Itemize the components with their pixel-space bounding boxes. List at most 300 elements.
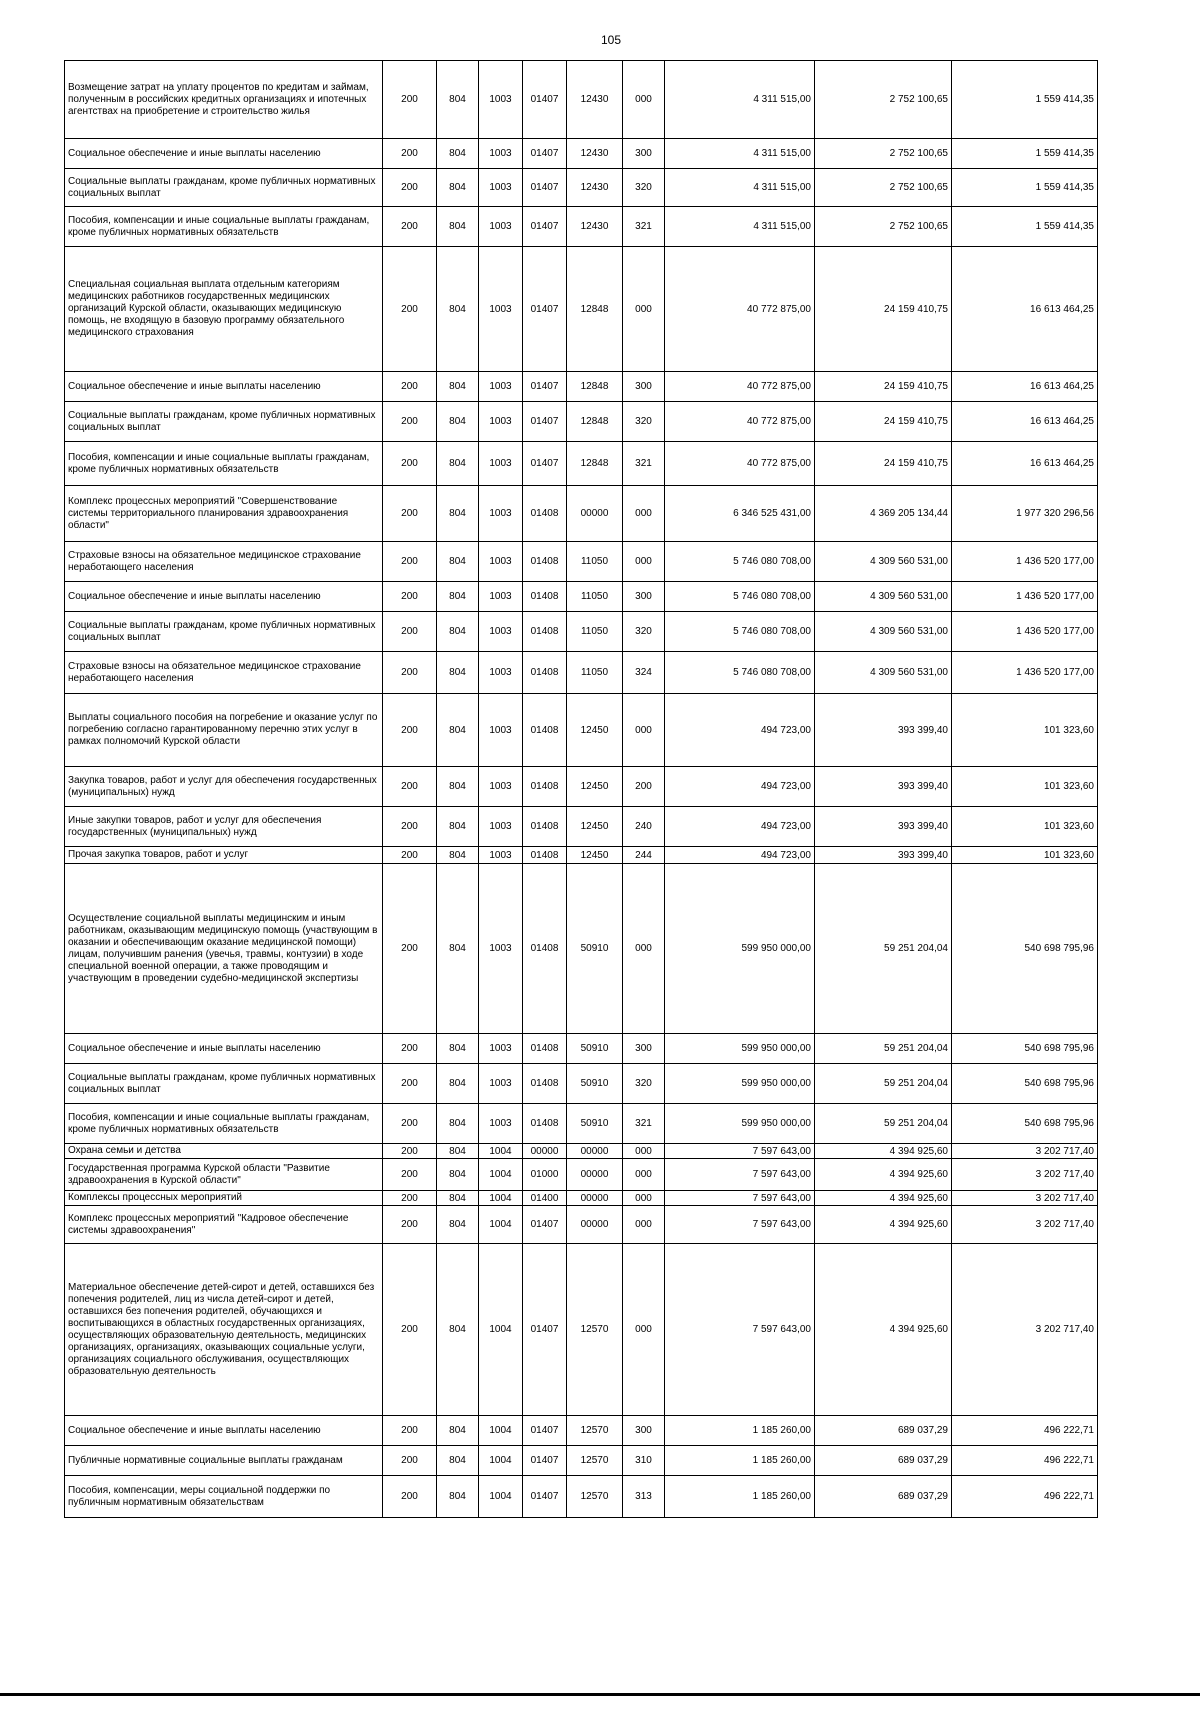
code-section: 1004: [479, 1144, 523, 1159]
code-section: 1003: [479, 1064, 523, 1104]
code-ministry: 804: [437, 1446, 479, 1476]
row-name: Пособия, компенсации и иные социальные выплаты гражданам, кроме публичных нормативных обязательств: [65, 1104, 383, 1144]
code-ministry: 804: [437, 847, 479, 864]
row-name: Социальные выплаты гражданам, кроме публичных нормативных социальных выплат: [65, 402, 383, 442]
row-name: Социальные выплаты гражданам, кроме публичных нормативных социальных выплат: [65, 169, 383, 207]
amount-executed: 4 394 925,60: [815, 1144, 952, 1159]
code-ministry: 804: [437, 207, 479, 247]
code-direction: 50910: [567, 864, 623, 1034]
amount-remaining: 16 613 464,25: [952, 442, 1098, 486]
amount-planned: 40 772 875,00: [665, 247, 815, 372]
code-section: 1003: [479, 767, 523, 807]
code-program: 01408: [523, 694, 567, 767]
code-section: 1004: [479, 1244, 523, 1416]
table-row: [65, 402, 1098, 442]
code-column: 200: [383, 652, 437, 694]
amount-remaining: 101 323,60: [952, 694, 1098, 767]
code-program: 01408: [523, 864, 567, 1034]
amount-remaining: 16 613 464,25: [952, 372, 1098, 402]
code-expense-type: 321: [623, 1104, 665, 1144]
table-row: [65, 807, 1098, 847]
row-name: Социальное обеспечение и иные выплаты населению: [65, 139, 383, 169]
code-program: 01407: [523, 1416, 567, 1446]
code-expense-type: 000: [623, 61, 665, 139]
amount-executed: 4 309 560 531,00: [815, 612, 952, 652]
code-direction: 00000: [567, 486, 623, 542]
amount-executed: 4 309 560 531,00: [815, 582, 952, 612]
code-expense-type: 300: [623, 372, 665, 402]
code-column: 200: [383, 486, 437, 542]
row-name: Комплексы процессных мероприятий: [65, 1191, 383, 1206]
amount-executed: 393 399,40: [815, 847, 952, 864]
amount-executed: 4 394 925,60: [815, 1191, 952, 1206]
code-ministry: 804: [437, 1064, 479, 1104]
amount-executed: 59 251 204,04: [815, 1104, 952, 1144]
code-expense-type: 000: [623, 1191, 665, 1206]
code-program: 01408: [523, 652, 567, 694]
amount-executed: 59 251 204,04: [815, 1064, 952, 1104]
code-column: 200: [383, 1244, 437, 1416]
code-section: 1003: [479, 486, 523, 542]
code-column: 200: [383, 767, 437, 807]
table-row: [65, 247, 1098, 372]
amount-executed: 4 369 205 134,44: [815, 486, 952, 542]
budget-table: [64, 60, 1098, 1518]
table-row: [65, 1416, 1098, 1446]
amount-remaining: 3 202 717,40: [952, 1206, 1098, 1244]
row-name: Социальное обеспечение и иные выплаты населению: [65, 582, 383, 612]
code-column: 200: [383, 1034, 437, 1064]
code-column: 200: [383, 1159, 437, 1191]
amount-planned: 494 723,00: [665, 694, 815, 767]
amount-remaining: 16 613 464,25: [952, 247, 1098, 372]
amount-remaining: 3 202 717,40: [952, 1244, 1098, 1416]
code-section: 1003: [479, 247, 523, 372]
table-row: [65, 1159, 1098, 1191]
amount-planned: 5 746 080 708,00: [665, 652, 815, 694]
amount-executed: 689 037,29: [815, 1476, 952, 1518]
code-program: 01407: [523, 1244, 567, 1416]
code-column: 200: [383, 1206, 437, 1244]
code-direction: 12450: [567, 807, 623, 847]
code-direction: 50910: [567, 1034, 623, 1064]
amount-planned: 4 311 515,00: [665, 61, 815, 139]
amount-planned: 4 311 515,00: [665, 139, 815, 169]
amount-remaining: 1 559 414,35: [952, 139, 1098, 169]
code-expense-type: 244: [623, 847, 665, 864]
amount-planned: 40 772 875,00: [665, 372, 815, 402]
code-expense-type: 000: [623, 1144, 665, 1159]
amount-executed: 4 394 925,60: [815, 1206, 952, 1244]
amount-planned: 7 597 643,00: [665, 1144, 815, 1159]
code-section: 1003: [479, 61, 523, 139]
code-program: 01407: [523, 139, 567, 169]
code-expense-type: 320: [623, 402, 665, 442]
bottom-rule: [0, 1693, 1200, 1696]
table-row: [65, 486, 1098, 542]
table-row: [65, 767, 1098, 807]
row-name: Иные закупки товаров, работ и услуг для обеспечения государственных (муниципальных) нужд: [65, 807, 383, 847]
code-direction: 12450: [567, 847, 623, 864]
code-expense-type: 200: [623, 767, 665, 807]
code-direction: 11050: [567, 652, 623, 694]
code-column: 200: [383, 1191, 437, 1206]
amount-remaining: 3 202 717,40: [952, 1191, 1098, 1206]
amount-remaining: 540 698 795,96: [952, 1064, 1098, 1104]
code-ministry: 804: [437, 1206, 479, 1244]
code-direction: 12430: [567, 139, 623, 169]
code-column: 200: [383, 139, 437, 169]
code-expense-type: 310: [623, 1446, 665, 1476]
code-ministry: 804: [437, 1476, 479, 1518]
amount-remaining: 1 436 520 177,00: [952, 582, 1098, 612]
amount-planned: 7 597 643,00: [665, 1191, 815, 1206]
code-ministry: 804: [437, 694, 479, 767]
code-direction: 00000: [567, 1159, 623, 1191]
table-row: [65, 207, 1098, 247]
code-direction: 00000: [567, 1206, 623, 1244]
code-ministry: 804: [437, 807, 479, 847]
code-section: 1003: [479, 807, 523, 847]
code-ministry: 804: [437, 372, 479, 402]
code-program: 01408: [523, 1064, 567, 1104]
amount-remaining: 1 436 520 177,00: [952, 542, 1098, 582]
row-name: Комплекс процессных мероприятий "Кадровое обеспечение системы здравоохранения": [65, 1206, 383, 1244]
code-program: 01408: [523, 807, 567, 847]
code-ministry: 804: [437, 1159, 479, 1191]
amount-executed: 2 752 100,65: [815, 61, 952, 139]
amount-remaining: 1 559 414,35: [952, 207, 1098, 247]
code-section: 1004: [479, 1206, 523, 1244]
row-name: Страховые взносы на обязательное медицинское страхование неработающего населения: [65, 542, 383, 582]
code-column: 200: [383, 847, 437, 864]
table-row: [65, 864, 1098, 1034]
table-row: [65, 542, 1098, 582]
code-ministry: 804: [437, 1034, 479, 1064]
code-direction: 11050: [567, 582, 623, 612]
code-program: 01408: [523, 542, 567, 582]
row-name: Прочая закупка товаров, работ и услуг: [65, 847, 383, 864]
code-section: 1003: [479, 582, 523, 612]
row-name: Специальная социальная выплата отдельным категориям медицинских работников государственных медицинских организаций Курской области, оказывающих медицинскую помощь, не входящую в базовую программу обязательного медицинского страхования: [65, 247, 383, 372]
code-ministry: 804: [437, 169, 479, 207]
amount-remaining: 1 559 414,35: [952, 61, 1098, 139]
amount-executed: 4 309 560 531,00: [815, 542, 952, 582]
code-ministry: 804: [437, 652, 479, 694]
code-column: 200: [383, 1476, 437, 1518]
amount-planned: 494 723,00: [665, 807, 815, 847]
code-column: 200: [383, 1416, 437, 1446]
table-row: [65, 694, 1098, 767]
row-name: Выплаты социального пособия на погребение и оказание услуг по погребению согласно гарантированному перечню этих услуг в рамках полномочий Курской области: [65, 694, 383, 767]
table-row: [65, 1034, 1098, 1064]
code-column: 200: [383, 694, 437, 767]
code-ministry: 804: [437, 1244, 479, 1416]
code-expense-type: 000: [623, 864, 665, 1034]
table-row: [65, 61, 1098, 139]
row-name: Социальное обеспечение и иные выплаты населению: [65, 372, 383, 402]
amount-executed: 2 752 100,65: [815, 139, 952, 169]
code-column: 200: [383, 1144, 437, 1159]
code-section: 1003: [479, 612, 523, 652]
code-section: 1003: [479, 542, 523, 582]
code-program: 01407: [523, 1206, 567, 1244]
code-direction: 12430: [567, 61, 623, 139]
code-ministry: 804: [437, 402, 479, 442]
amount-executed: 393 399,40: [815, 807, 952, 847]
code-section: 1003: [479, 402, 523, 442]
code-program: 01408: [523, 612, 567, 652]
code-ministry: 804: [437, 767, 479, 807]
amount-executed: 4 394 925,60: [815, 1159, 952, 1191]
code-program: 01408: [523, 582, 567, 612]
row-name: Публичные нормативные социальные выплаты гражданам: [65, 1446, 383, 1476]
amount-planned: 7 597 643,00: [665, 1206, 815, 1244]
code-program: 01407: [523, 1476, 567, 1518]
amount-planned: 7 597 643,00: [665, 1244, 815, 1416]
code-section: 1003: [479, 169, 523, 207]
code-direction: 12570: [567, 1446, 623, 1476]
amount-executed: 4 394 925,60: [815, 1244, 952, 1416]
code-program: 01407: [523, 247, 567, 372]
row-name: Государственная программа Курской области "Развитие здравоохранения в Курской области": [65, 1159, 383, 1191]
code-expense-type: 300: [623, 582, 665, 612]
amount-executed: 393 399,40: [815, 767, 952, 807]
amount-remaining: 496 222,71: [952, 1416, 1098, 1446]
code-column: 200: [383, 61, 437, 139]
table-row: [65, 652, 1098, 694]
table-row: [65, 1191, 1098, 1206]
amount-planned: 1 185 260,00: [665, 1446, 815, 1476]
amount-planned: 1 185 260,00: [665, 1416, 815, 1446]
code-program: 01000: [523, 1159, 567, 1191]
code-direction: 50910: [567, 1064, 623, 1104]
amount-executed: 393 399,40: [815, 694, 952, 767]
table-row: [65, 847, 1098, 864]
amount-planned: 5 746 080 708,00: [665, 612, 815, 652]
code-direction: 12570: [567, 1244, 623, 1416]
code-ministry: 804: [437, 612, 479, 652]
amount-remaining: 496 222,71: [952, 1446, 1098, 1476]
code-program: 01408: [523, 767, 567, 807]
amount-planned: 40 772 875,00: [665, 402, 815, 442]
code-column: 200: [383, 582, 437, 612]
row-name: Охрана семьи и детства: [65, 1144, 383, 1159]
code-expense-type: 313: [623, 1476, 665, 1518]
row-name: Возмещение затрат на уплату процентов по кредитам и займам, полученным в российских кредитных организациях и ипотечных агентствах на приобретение и строительство жилья: [65, 61, 383, 139]
code-program: 01408: [523, 486, 567, 542]
code-program: 00000: [523, 1144, 567, 1159]
table-row: [65, 1206, 1098, 1244]
code-expense-type: 240: [623, 807, 665, 847]
code-expense-type: 300: [623, 139, 665, 169]
amount-executed: 59 251 204,04: [815, 864, 952, 1034]
row-name: Социальные выплаты гражданам, кроме публичных нормативных социальных выплат: [65, 612, 383, 652]
amount-planned: 6 346 525 431,00: [665, 486, 815, 542]
code-expense-type: 300: [623, 1416, 665, 1446]
row-name: Социальное обеспечение и иные выплаты населению: [65, 1416, 383, 1446]
code-direction: 11050: [567, 542, 623, 582]
code-ministry: 804: [437, 542, 479, 582]
code-section: 1003: [479, 1034, 523, 1064]
amount-remaining: 101 323,60: [952, 807, 1098, 847]
code-direction: 12450: [567, 694, 623, 767]
code-direction: 12430: [567, 169, 623, 207]
amount-executed: 24 159 410,75: [815, 402, 952, 442]
table-row: [65, 1446, 1098, 1476]
code-section: 1004: [479, 1416, 523, 1446]
code-column: 200: [383, 442, 437, 486]
code-ministry: 804: [437, 864, 479, 1034]
code-program: 01400: [523, 1191, 567, 1206]
code-direction: 12848: [567, 247, 623, 372]
code-column: 200: [383, 169, 437, 207]
amount-remaining: 3 202 717,40: [952, 1144, 1098, 1159]
page-number: 105: [600, 33, 622, 47]
code-expense-type: 000: [623, 694, 665, 767]
row-name: Комплекс процессных мероприятий "Совершенствование системы территориального планирования здравоохранения области": [65, 486, 383, 542]
code-expense-type: 324: [623, 652, 665, 694]
code-direction: 50910: [567, 1104, 623, 1144]
code-program: 01408: [523, 1104, 567, 1144]
amount-planned: 494 723,00: [665, 847, 815, 864]
code-direction: 00000: [567, 1191, 623, 1206]
amount-executed: 59 251 204,04: [815, 1034, 952, 1064]
amount-remaining: 3 202 717,40: [952, 1159, 1098, 1191]
row-name: Социальные выплаты гражданам, кроме публичных нормативных социальных выплат: [65, 1064, 383, 1104]
amount-planned: 40 772 875,00: [665, 442, 815, 486]
code-program: 01407: [523, 169, 567, 207]
code-column: 200: [383, 1446, 437, 1476]
row-name: Социальное обеспечение и иные выплаты населению: [65, 1034, 383, 1064]
code-section: 1004: [479, 1159, 523, 1191]
amount-planned: 4 311 515,00: [665, 169, 815, 207]
row-name: Пособия, компенсации, меры социальной поддержки по публичным нормативным обязательствам: [65, 1476, 383, 1518]
row-name: Материальное обеспечение детей-сирот и детей, оставшихся без попечения родителей, лиц из числа детей-сирот и детей, оставшихся без попечения родителей, обучающихся и воспитывающихся в областных государственных организациях, осуществляющих образовательную деятельность, медицинских организациях, организациях, оказывающих социальные услуги, организациях социального обслуживания, осуществляющих образовательную деятельность: [65, 1244, 383, 1416]
code-column: 200: [383, 247, 437, 372]
code-ministry: 804: [437, 442, 479, 486]
code-section: 1003: [479, 847, 523, 864]
code-direction: 12848: [567, 372, 623, 402]
amount-planned: 5 746 080 708,00: [665, 542, 815, 582]
amount-remaining: 540 698 795,96: [952, 1104, 1098, 1144]
code-column: 200: [383, 1064, 437, 1104]
amount-executed: 2 752 100,65: [815, 169, 952, 207]
table-row: [65, 1244, 1098, 1416]
code-direction: 12450: [567, 767, 623, 807]
amount-remaining: 496 222,71: [952, 1476, 1098, 1518]
row-name: Страховые взносы на обязательное медицинское страхование неработающего населения: [65, 652, 383, 694]
code-section: 1003: [479, 372, 523, 402]
code-column: 200: [383, 207, 437, 247]
code-direction: 12430: [567, 207, 623, 247]
code-ministry: 804: [437, 582, 479, 612]
code-column: 200: [383, 864, 437, 1034]
amount-remaining: 540 698 795,96: [952, 1034, 1098, 1064]
amount-remaining: 16 613 464,25: [952, 402, 1098, 442]
code-expense-type: 000: [623, 1206, 665, 1244]
code-ministry: 804: [437, 139, 479, 169]
table-row: [65, 169, 1098, 207]
code-expense-type: 321: [623, 207, 665, 247]
code-ministry: 804: [437, 247, 479, 372]
amount-planned: 1 185 260,00: [665, 1476, 815, 1518]
amount-executed: 24 159 410,75: [815, 442, 952, 486]
code-program: 01407: [523, 442, 567, 486]
amount-planned: 4 311 515,00: [665, 207, 815, 247]
code-direction: 12848: [567, 402, 623, 442]
code-column: 200: [383, 372, 437, 402]
amount-remaining: 1 436 520 177,00: [952, 652, 1098, 694]
amount-remaining: 101 323,60: [952, 767, 1098, 807]
code-program: 01407: [523, 372, 567, 402]
code-expense-type: 000: [623, 247, 665, 372]
table-row: [65, 612, 1098, 652]
code-expense-type: 000: [623, 1159, 665, 1191]
code-expense-type: 320: [623, 612, 665, 652]
code-direction: 12570: [567, 1476, 623, 1518]
code-direction: 12570: [567, 1416, 623, 1446]
code-program: 01408: [523, 847, 567, 864]
amount-remaining: 101 323,60: [952, 847, 1098, 864]
code-ministry: 804: [437, 61, 479, 139]
code-ministry: 804: [437, 486, 479, 542]
code-column: 200: [383, 1104, 437, 1144]
amount-remaining: 1 977 320 296,56: [952, 486, 1098, 542]
table-row: [65, 139, 1098, 169]
code-section: 1004: [479, 1446, 523, 1476]
amount-planned: 599 950 000,00: [665, 1104, 815, 1144]
row-name: Пособия, компенсации и иные социальные выплаты гражданам, кроме публичных нормативных обязательств: [65, 207, 383, 247]
table-row: [65, 1476, 1098, 1518]
code-expense-type: 300: [623, 1034, 665, 1064]
code-column: 200: [383, 612, 437, 652]
code-ministry: 804: [437, 1416, 479, 1446]
code-section: 1003: [479, 652, 523, 694]
amount-planned: 5 746 080 708,00: [665, 582, 815, 612]
row-name: Пособия, компенсации и иные социальные выплаты гражданам, кроме публичных нормативных обязательств: [65, 442, 383, 486]
code-column: 200: [383, 542, 437, 582]
code-ministry: 804: [437, 1191, 479, 1206]
amount-remaining: 540 698 795,96: [952, 864, 1098, 1034]
code-program: 01407: [523, 1446, 567, 1476]
amount-executed: 24 159 410,75: [815, 372, 952, 402]
code-direction: 12848: [567, 442, 623, 486]
amount-executed: 689 037,29: [815, 1416, 952, 1446]
code-expense-type: 000: [623, 1244, 665, 1416]
table-row: [65, 372, 1098, 402]
table-row: [65, 1144, 1098, 1159]
code-ministry: 804: [437, 1104, 479, 1144]
code-program: 01407: [523, 61, 567, 139]
code-section: 1003: [479, 139, 523, 169]
code-section: 1003: [479, 442, 523, 486]
amount-planned: 599 950 000,00: [665, 1064, 815, 1104]
code-expense-type: 320: [623, 1064, 665, 1104]
code-ministry: 804: [437, 1144, 479, 1159]
amount-remaining: 1 436 520 177,00: [952, 612, 1098, 652]
amount-planned: 7 597 643,00: [665, 1159, 815, 1191]
row-name: Осуществление социальной выплаты медицинским и иным работникам, оказывающим медицинскую помощь (участвующим в оказании и обеспечивающим оказание медицинской помощи) лицам, получившим ранения (увечья, травмы, контузии) в ходе специальной военной операции, а также проводящим и участвующим в проведении судебно-медицинской экспертизы: [65, 864, 383, 1034]
table-row: [65, 1064, 1098, 1104]
amount-executed: 4 309 560 531,00: [815, 652, 952, 694]
amount-executed: 689 037,29: [815, 1446, 952, 1476]
table-row: [65, 582, 1098, 612]
code-expense-type: 000: [623, 542, 665, 582]
code-column: 200: [383, 807, 437, 847]
code-column: 200: [383, 402, 437, 442]
row-name: Закупка товаров, работ и услуг для обеспечения государственных (муниципальных) нужд: [65, 767, 383, 807]
